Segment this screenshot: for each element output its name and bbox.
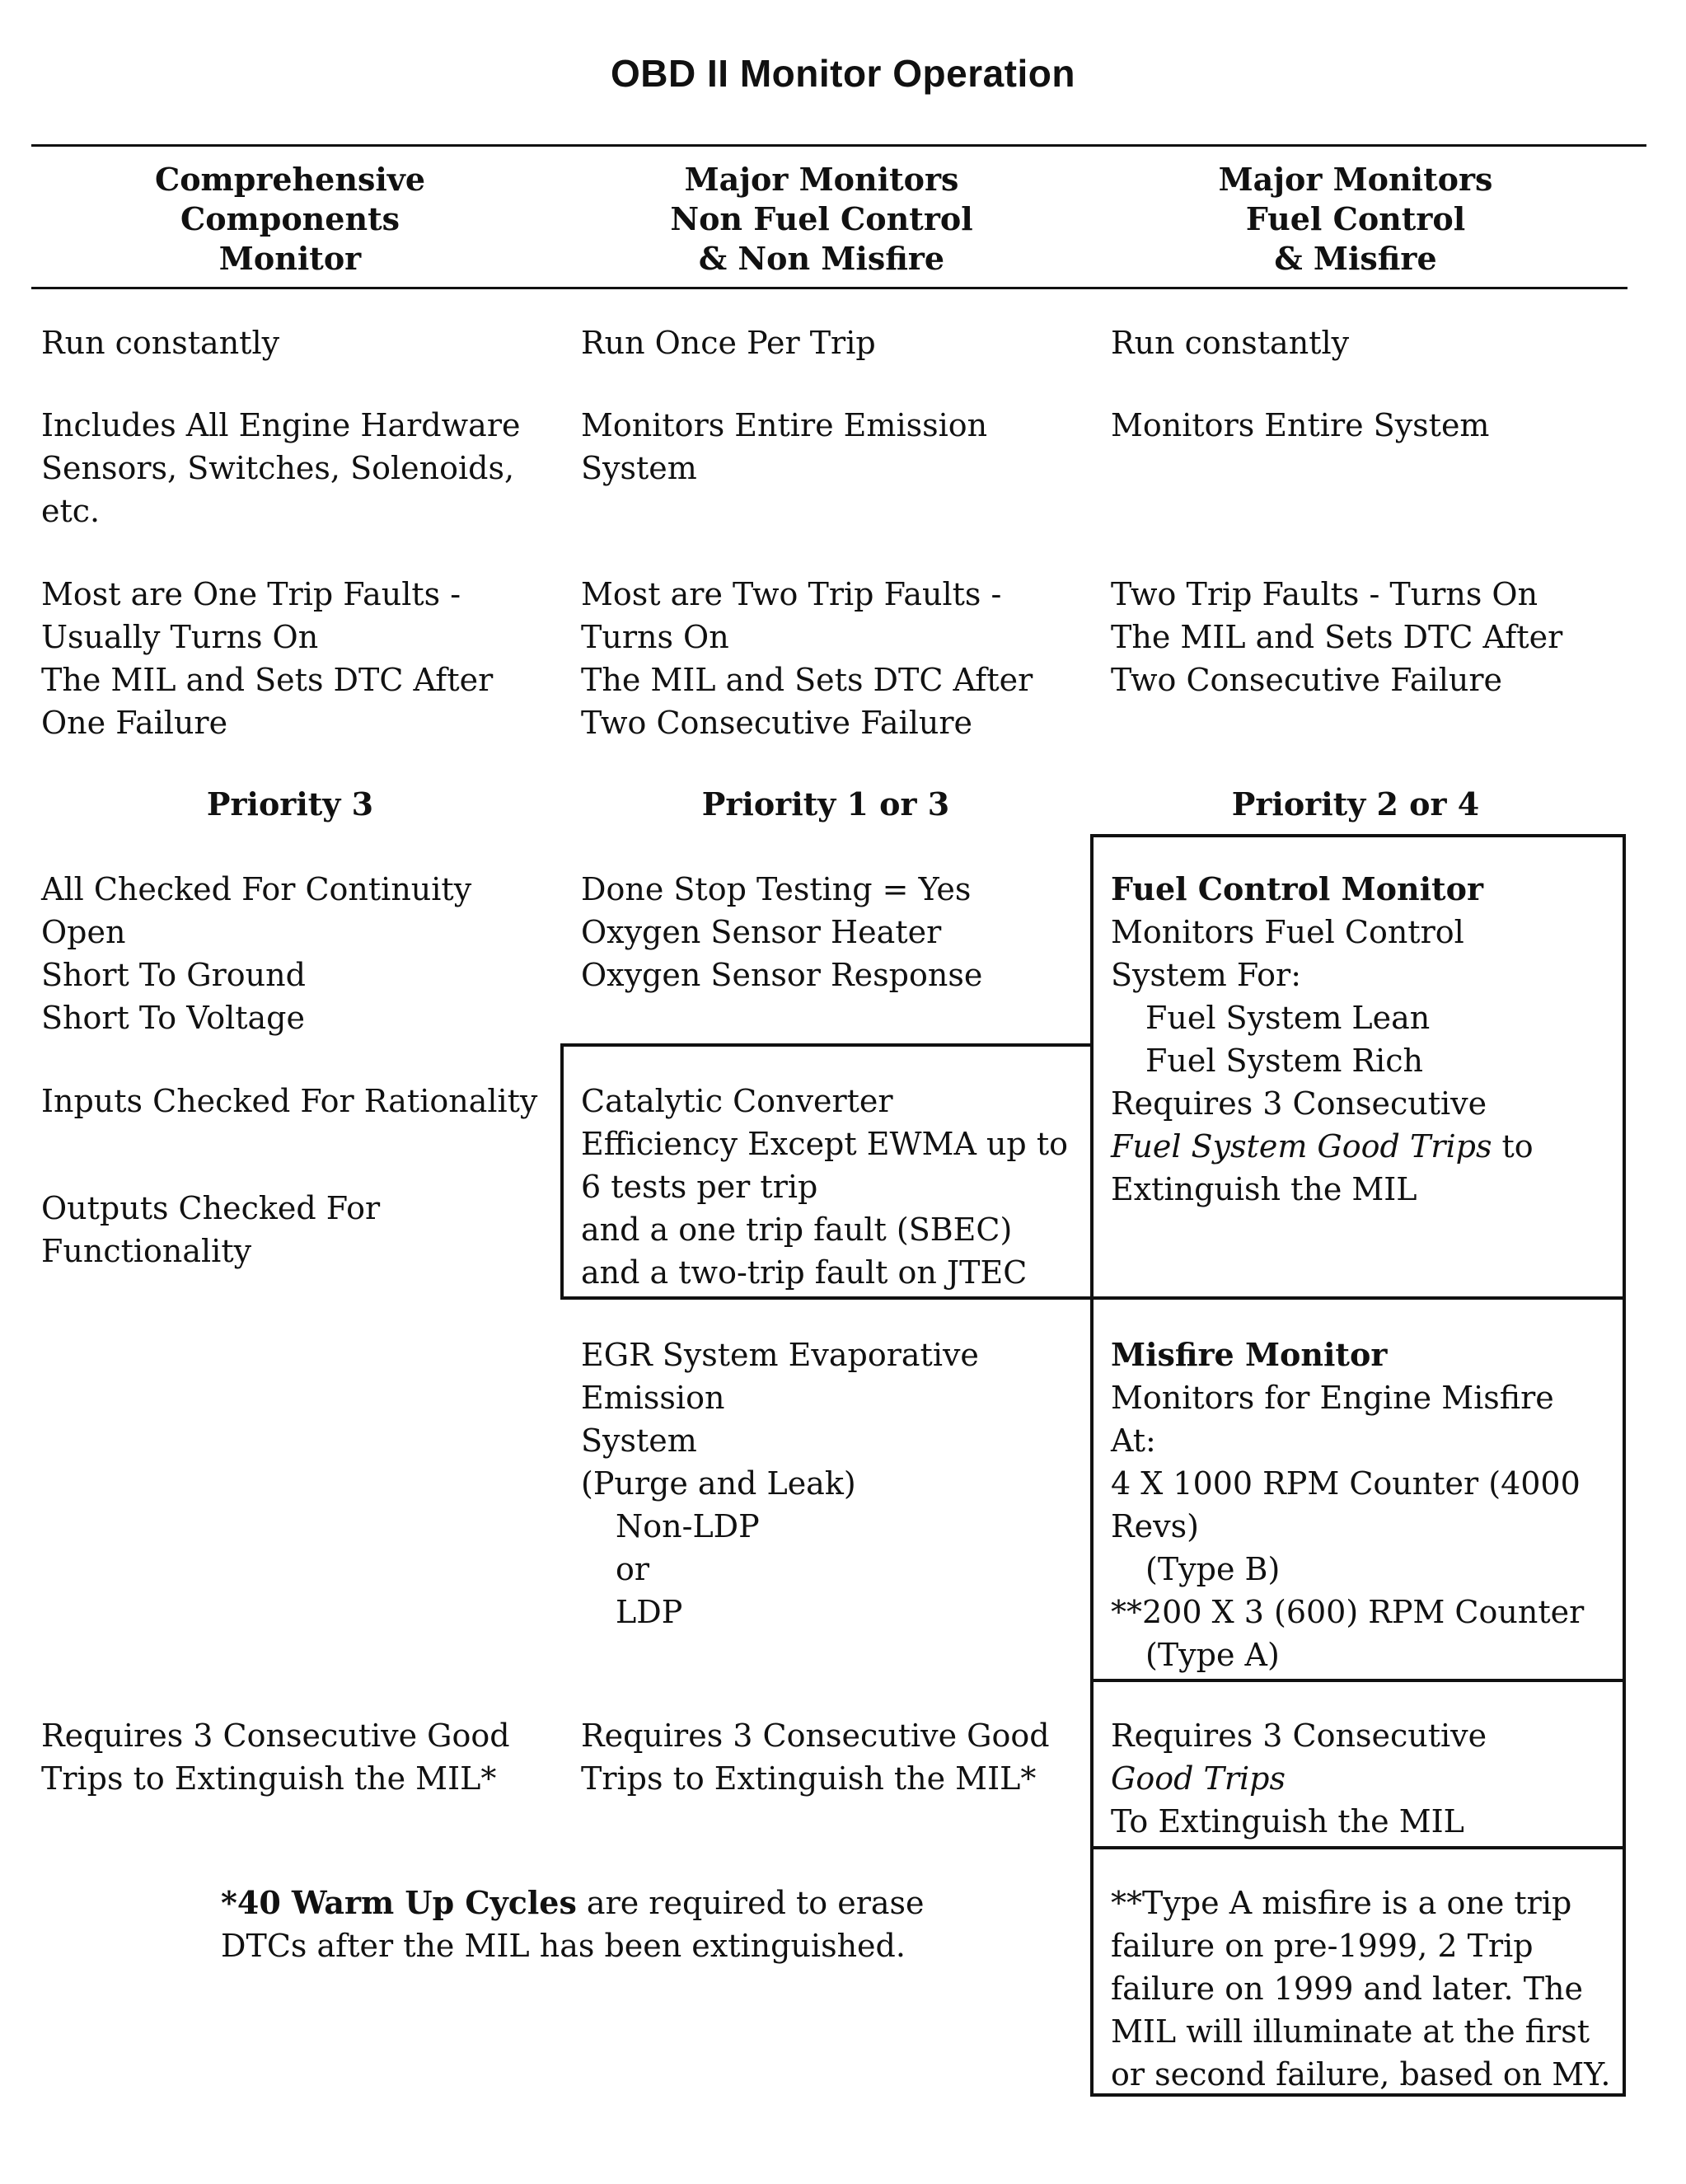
faults-col1: Most are One Trip Faults - Usually Turns On The MIL and Sets DTC After One Failure — [41, 576, 494, 741]
oxygen-tests: Done Stop Testing = Yes Oxygen Sensor Heater Oxygen Sensor Response — [581, 871, 983, 993]
faults-col2: Most are Two Trip Faults - Turns On The MIL and Sets DTC After Two Consecutive Failure — [581, 576, 1033, 741]
extinguish-col3: Requires 3 Consecutive Good Trips To Extinguish the MIL — [1111, 1718, 1487, 1840]
includes-col3: Monitors Entire System — [1111, 407, 1490, 443]
catalyst-box-left — [560, 1043, 564, 1300]
column-header-fuel-misfire: Major Monitors Fuel Control & Misfire — [1218, 161, 1493, 277]
priority-col1: Priority 3 — [206, 785, 374, 823]
rationality-check: Inputs Checked For Rationality — [41, 1083, 538, 1119]
extinguish-col2: Requires 3 Consecutive Good Trips to Extinguish the MIL* — [581, 1718, 1050, 1797]
catalyst-box-top — [560, 1043, 1094, 1047]
includes-col1: Includes All Engine Hardware Sensors, Switches, Solenoids, etc. — [41, 407, 521, 529]
continuity-checks: All Checked For Continuity Open Short To Ground Short To Voltage — [41, 871, 472, 1036]
run-col1: Run constantly — [41, 325, 280, 361]
page-title: OBD II Monitor Operation — [611, 52, 1075, 95]
egr-tests: EGR System Evaporative Emission System (Purge and Leak) Non-LDP or LDP — [581, 1337, 979, 1630]
header-bottom-rule — [31, 287, 1627, 289]
misfire-monitor: Misfire Monitor Monitors for Engine Misfire At: 4 X 1000 RPM Counter (4000 Revs) (Type B) **200 X 3 (600) RPM Counter (Type A) — [1111, 1336, 1585, 1673]
column-header-non-fuel: Major Monitors Non Fuel Control & Non Misfire — [670, 161, 973, 277]
type-a-note: **Type A misfire is a one trip failure on pre-1999, 2 Trip failure on 1999 and later. The MIL will illuminate at the first or second failure, based on MY. — [1111, 1885, 1611, 2093]
run-col3: Run constantly — [1111, 325, 1350, 361]
priority-col2: Priority 1 or 3 — [701, 785, 950, 823]
warm-up-footnote: *40 Warm Up Cycles are required to erase DTCs after the MIL has been extinguished. — [221, 1884, 925, 1964]
catalyst-tests: Catalytic Converter Efficiency Except EWMA up to 6 tests per trip and a one trip fault (SBEC) and a two-trip fault on JTEC — [581, 1083, 1068, 1291]
divider-requires-note — [1090, 1846, 1626, 1849]
fuel-control-monitor: Fuel Control Monitor Monitors Fuel Control System For: Fuel System Lean Fuel System Rich Requires 3 Consecutive Fuel System Good Trips to Extinguish the MIL — [1111, 870, 1534, 1207]
priority-col3: Priority 2 or 4 — [1231, 785, 1480, 823]
catalyst-box-bottom — [560, 1296, 1094, 1300]
divider-misfire-requires — [1090, 1679, 1626, 1682]
functionality-check: Outputs Checked For Functionality — [41, 1190, 381, 1269]
includes-col2: Monitors Entire Emission System — [581, 407, 988, 486]
run-col2: Run Once Per Trip — [581, 325, 876, 361]
column-header-comprehensive: Comprehensive Components Monitor — [154, 161, 426, 277]
divider-fuel-misfire — [1090, 1296, 1626, 1300]
extinguish-col1: Requires 3 Consecutive Good Trips to Extinguish the MIL* — [41, 1718, 510, 1797]
header-top-rule — [31, 144, 1646, 147]
faults-col3: Two Trip Faults - Turns On The MIL and Sets DTC After Two Consecutive Failure — [1111, 576, 1563, 698]
